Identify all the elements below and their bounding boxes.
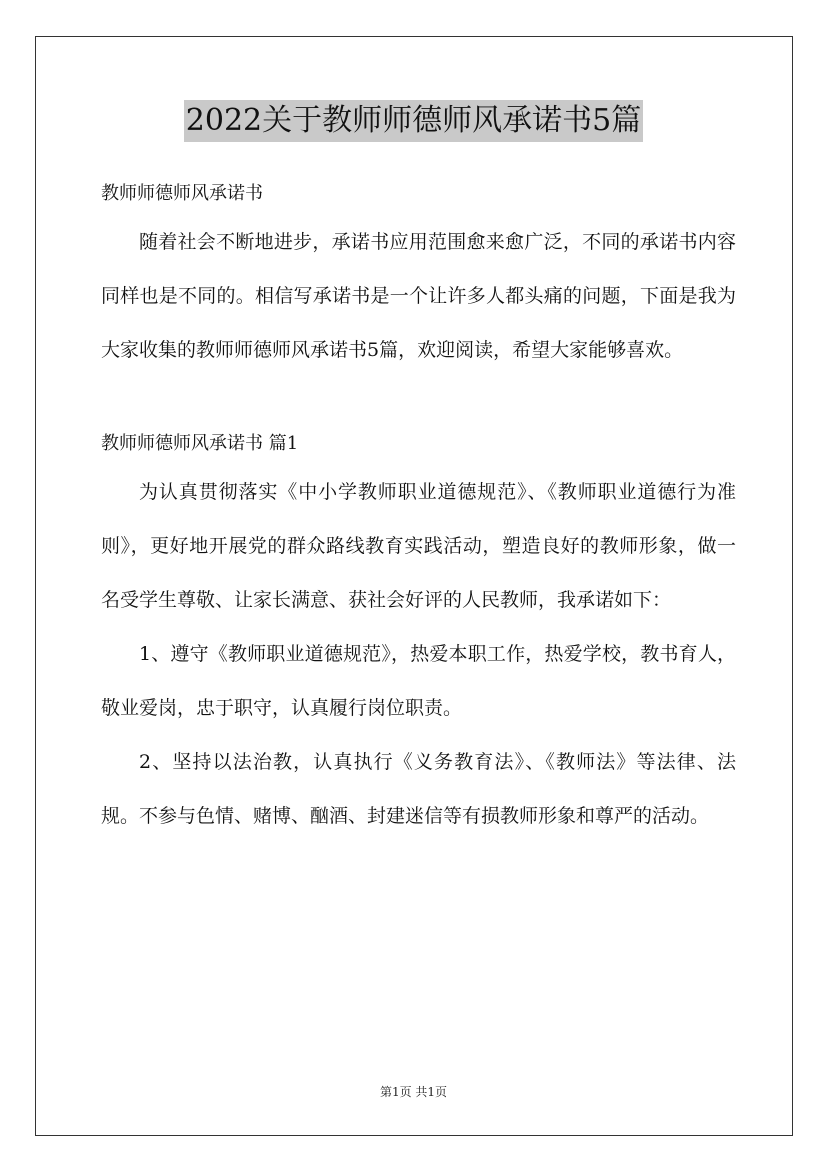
section-gap: [101, 377, 736, 423]
article-heading: 教师师德师风承诺书 篇1: [101, 433, 299, 454]
title-wrap: [0, 100, 827, 142]
body-paragraph-1: 为认真贯彻落实《中小学教师职业道德规范》、《教师职业道德行为准则》，更好地开展党的群众路线教育实践活动，塑造良好的教师形象，做一名受学生尊敬、让家长满意、获社会好评的人民教师，我承诺如下：: [101, 481, 736, 611]
document-title: 2022关于教师师德师风承诺书5篇: [184, 100, 643, 142]
section-heading: 教师师德师风承诺书: [101, 183, 263, 204]
document-body: [101, 173, 736, 843]
page-footer: 第1页 共1页: [379, 1085, 448, 1099]
body-paragraph-3: 2、坚持以法治教，认真执行《义务教育法》、《教师法》等法律、法规。不参与色情、赌博、酗酒、封建迷信等有损教师形象和尊严的活动。: [101, 751, 736, 827]
intro-paragraph: 随着社会不断地进步，承诺书应用范围愈来愈广泛，不同的承诺书内容同样也是不同的。相信写承诺书是一个让许多人都头痛的问题，下面是我为大家收集的教师师德师风承诺书5篇，欢迎阅读，希望大家能够喜欢。: [101, 231, 736, 361]
body-paragraph-2: 1、遵守《教师职业道德规范》，热爱本职工作，热爱学校，教书育人，敬业爱岗，忠于职守，认真履行岗位职责。: [101, 643, 736, 719]
